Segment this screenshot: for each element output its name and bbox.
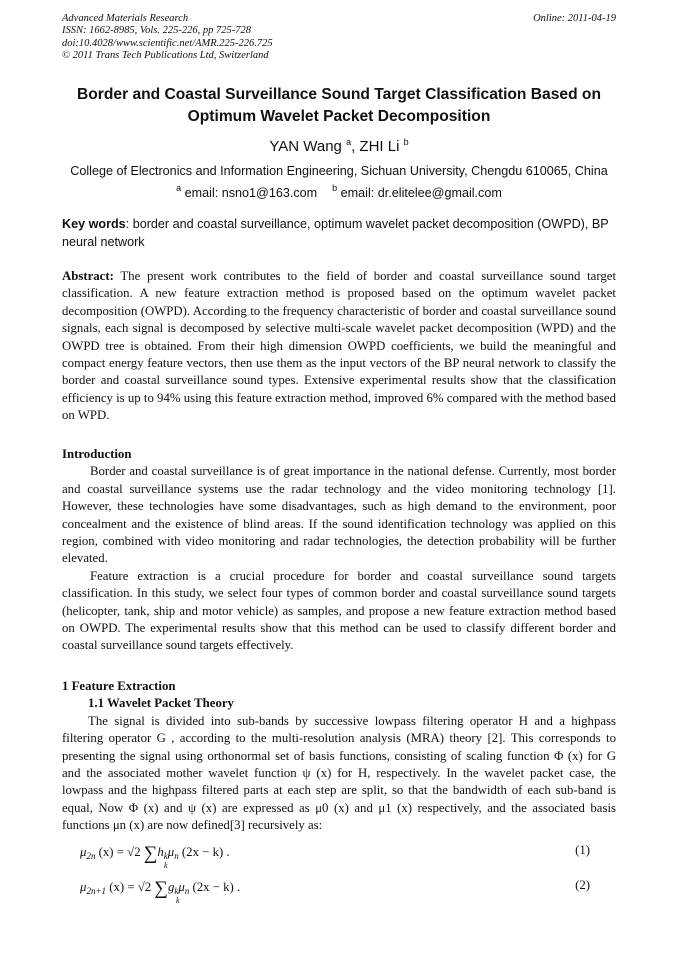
eq-text: (2x − k) . (192, 880, 241, 894)
sum-sign: ∑ (154, 878, 168, 899)
email-a: email: nsno1@163.com (184, 186, 318, 200)
email-b: email: dr.elitelee@gmail.com (340, 186, 502, 200)
eq-subscript: 2n (86, 851, 96, 861)
equation-1: $\mu_{2n}$ (x) = √2 $\sum h_k\mu_n$ (2x − k) . k (1) (80, 843, 590, 870)
doi: doi:10.4028/www.scientific.net/AMR.225-226.725 (62, 37, 273, 49)
subsection-heading: 1.1 Wavelet Packet Theory (88, 696, 234, 711)
eq-coefficient: h (157, 845, 164, 859)
equation-number: (1) (575, 843, 590, 857)
keywords (62, 215, 616, 251)
keywords-label: Key words (62, 217, 126, 231)
author-affil-marker: a (346, 137, 352, 147)
paragraph: Border and coastal surveillance is of great importance in the national defense. Currently, most border and coastal surveillance systems use the radar technology and the video monitoring technology [1]. However, these technologies have some disadvantages, such as high demand to the environment, poor concealment and the existence of blind areas. If the sound identification technology was applied on this region, combined with video monitoring and radar technologies, the detection probability will be further elevated. (62, 464, 616, 566)
author-separator: , (351, 138, 360, 155)
email-marker: b (332, 183, 338, 193)
eq-coefficient: g (167, 880, 175, 894)
abstract-text: The present work contributes to the field of border and coastal surveillance sound target classification. A new feature extraction method is proposed based on the optimum wavelet packet decomposition (OWPD). According to the frequency characteristic of border and coastal surveillance sound signals, each signal is decomposed by selective multi-scale wavelet packet decomposition (WPD) and the OWPD tree is obtained. From their high dimension OWPD coefficients, we build the meaningful and compact energy feature vectors, then use them as the input vectors of the BP neural network to classify the border and coastal surveillance sound types. Extensive experimental results show that the classification efficiency is up to 94% using this feature extraction method, improved 6% compared with the method based on WPD. (62, 269, 616, 423)
email-marker: a (176, 183, 182, 193)
eq-symbol: μ (80, 845, 87, 859)
sum-index: k (176, 896, 180, 905)
eq-symbol: μ (178, 880, 185, 894)
eq-text: (x) = √2 (109, 880, 152, 894)
sum-sign: ∑ (143, 843, 158, 864)
title-line-1: Border and Coastal Surveillance Sound Target Classification Based on (77, 86, 601, 103)
title-line-2: Optimum Wavelet Packet Decomposition (187, 108, 491, 125)
issn: ISSN: 1662-8985, Vols. 225-226, pp 725-728 (62, 25, 251, 37)
author-name: ZHI Li (359, 138, 400, 155)
eq-subscript: 2n+1 (86, 886, 107, 896)
paragraph: Feature extraction is a crucial procedure for border and coastal surveillance sound targets classification. In this study, we select four types of common border and coastal surveillance sound targets (helicopter, tank, ship and motor vehicle) as samples, and propose a new feature extraction method based on OWPD. The experimental results show that this method can be used to classify different border and coastal surveillance sound targets effectively. (62, 568, 616, 653)
paragraph: The signal is divided into sub-bands by successive lowpass filtering operator H and a highpass filtering operator G , according to the multi-resolution analysis (MRA) theory [2]. This corresponds to presenting the signal using orthonormal set of basis functions, consisting of scaling function Φ (x) for G and the associated mother wavelet function ψ (x) for H, respectively. In the wavelet packet case, the lowpass and the highpass filtered parts at each step are split, so that the bandwidth of each sub-band is equal, Now Φ (x) and ψ (x) are expressed as μ0 (x) and μ1 (x) respectively, and the associated basis functions μn (x) are now defined[3] recursively as: (62, 713, 616, 833)
abstract (62, 268, 616, 425)
eq-symbol: μ (167, 845, 175, 859)
eq-symbol: μ (80, 880, 87, 894)
sum-index: k (164, 861, 168, 870)
keywords-text: : border and coastal surveillance, optimum wavelet packet decomposition (OWPD), BP neural network (62, 217, 609, 249)
affiliation: College of Electronics and Information Engineering, Sichuan University, Chengdu 610065, China (70, 164, 608, 178)
eq-text: (x) = √2 (98, 845, 141, 859)
online-date: Online: 2011-04-19 (533, 13, 616, 24)
section-heading: 1 Feature Extraction (62, 679, 176, 693)
eq-subscript: n (184, 886, 190, 896)
author-name: YAN Wang (269, 138, 342, 155)
equation-2: $\mu_{2n+1}$ (x) = √2 $\sum g_k\mu_n$ (2x − k) . k (2) (80, 878, 590, 905)
copyright: © 2011 Trans Tech Publications Ltd, Switzerland (62, 50, 269, 62)
abstract-label: Abstract: (62, 269, 114, 283)
feature-extraction-section (62, 678, 616, 835)
eq-subscript: n (174, 851, 179, 861)
journal-name: Advanced Materials Research (62, 13, 189, 24)
paper-title (62, 84, 616, 128)
eq-text: (2x − k) . (181, 845, 230, 859)
equation-number: (2) (575, 878, 590, 892)
introduction-section (62, 446, 616, 655)
author-emails (62, 180, 616, 201)
journal-header (62, 13, 616, 63)
section-heading: Introduction (62, 447, 132, 461)
author-list (62, 133, 616, 156)
author-affil-marker: b (403, 137, 409, 147)
